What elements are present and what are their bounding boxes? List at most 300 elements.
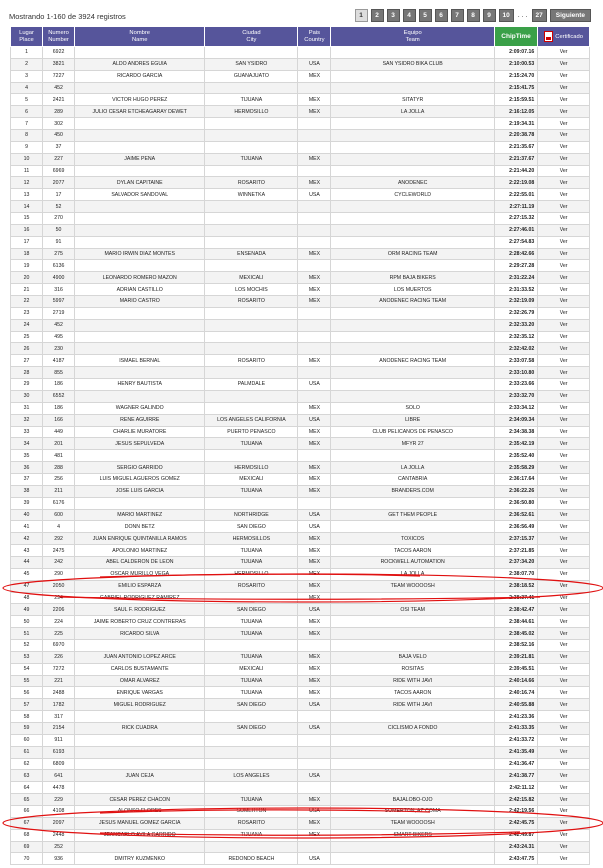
country-cell: MEX (298, 153, 331, 165)
certificate-link[interactable]: Ver (538, 675, 590, 687)
table-row (11, 806, 590, 818)
name-cell: JAIME PENA (75, 153, 205, 165)
certificate-link[interactable]: Ver (538, 130, 590, 142)
place-cell: 66 (11, 806, 43, 818)
city-cell: GUANAJUATO (205, 70, 298, 82)
table-row (11, 794, 590, 806)
number-cell: 6176 (43, 497, 75, 509)
table-row (11, 592, 590, 604)
table-row (11, 462, 590, 474)
table-row (11, 47, 590, 59)
city-cell: REDONDO BEACH (205, 853, 298, 865)
chiptime-cell: 2:32:26.79 (494, 307, 537, 319)
certificate-link[interactable]: Ver (538, 509, 590, 521)
name-cell: JAIME ROBERTO CRUZ CONTRERAS (75, 616, 205, 628)
certificate-link[interactable]: Ver (538, 70, 590, 82)
certificate-link[interactable]: Ver (538, 82, 590, 94)
place-cell: 7 (11, 118, 43, 130)
city-cell: HERMOSILLO (205, 106, 298, 118)
name-cell (75, 639, 205, 651)
place-cell: 64 (11, 782, 43, 794)
page-button-1[interactable]: 1 (355, 9, 368, 22)
certificate-link[interactable]: Ver (538, 47, 590, 59)
name-cell: JULIO CESAR ETCHEAGARAY DEWET (75, 106, 205, 118)
certificate-link[interactable]: Ver (538, 556, 590, 568)
certificate-link[interactable]: Ver (538, 592, 590, 604)
place-cell: 57 (11, 699, 43, 711)
page-button-last[interactable]: 27 (532, 9, 547, 22)
certificate-link[interactable]: Ver (538, 118, 590, 130)
number-cell: 495 (43, 331, 75, 343)
certificate-link[interactable]: Ver (538, 628, 590, 640)
certificate-link[interactable]: Ver (538, 414, 590, 426)
place-cell: 55 (11, 675, 43, 687)
certificate-link[interactable]: Ver (538, 367, 590, 379)
name-cell: JEANCARLO AVILA GARRIDO (75, 829, 205, 841)
certificate-link[interactable]: Ver (538, 841, 590, 853)
page-button-5[interactable]: 5 (419, 9, 432, 22)
table-row (11, 616, 590, 628)
col-team[interactable]: Equipo Team (331, 27, 494, 47)
number-cell: 5997 (43, 296, 75, 308)
place-cell: 4 (11, 82, 43, 94)
name-cell: SALVADOR SANDOVAL (75, 189, 205, 201)
table-row (11, 177, 590, 189)
place-cell: 21 (11, 284, 43, 296)
place-cell: 47 (11, 580, 43, 592)
country-cell: USA (298, 509, 331, 521)
country-cell (298, 236, 331, 248)
place-cell: 62 (11, 758, 43, 770)
certificate-link[interactable]: Ver (538, 307, 590, 319)
country-cell (298, 343, 331, 355)
certificate-link[interactable]: Ver (538, 141, 590, 153)
city-cell (205, 165, 298, 177)
country-cell: MEX (298, 675, 331, 687)
name-cell: DONN BETZ (75, 521, 205, 533)
country-cell: USA (298, 722, 331, 734)
name-cell: VICTOR HUGO PEREZ (75, 94, 205, 106)
chiptime-cell: 2:29:27.28 (494, 260, 537, 272)
table-row (11, 106, 590, 118)
country-cell (298, 639, 331, 651)
certificate-link[interactable]: Ver (538, 639, 590, 651)
table-row (11, 367, 590, 379)
place-cell: 59 (11, 722, 43, 734)
country-cell (298, 201, 331, 213)
certificate-link[interactable]: Ver (538, 153, 590, 165)
team-cell: ROCKWELL AUTOMATION (331, 556, 494, 568)
place-cell: 39 (11, 497, 43, 509)
place-cell: 68 (11, 829, 43, 841)
certificate-link[interactable]: Ver (538, 485, 590, 497)
country-cell: USA (298, 770, 331, 782)
name-cell (75, 47, 205, 59)
place-cell: 30 (11, 390, 43, 402)
name-cell (75, 390, 205, 402)
name-cell (75, 746, 205, 758)
page-button-3[interactable]: 3 (387, 9, 400, 22)
certificate-link[interactable]: Ver (538, 284, 590, 296)
certificate-link[interactable]: Ver (538, 224, 590, 236)
team-cell: ANODENEC (331, 177, 494, 189)
certificate-link[interactable]: Ver (538, 272, 590, 284)
chiptime-cell: 2:37:15.37 (494, 533, 537, 545)
city-cell: ROSARITO (205, 355, 298, 367)
chiptime-cell: 2:38:42.47 (494, 604, 537, 616)
certificate-link[interactable]: Ver (538, 616, 590, 628)
results-body (11, 47, 590, 865)
city-cell (205, 450, 298, 462)
city-cell: HERMOSILLO (205, 568, 298, 580)
certificate-link[interactable]: Ver (538, 758, 590, 770)
team-cell (331, 47, 494, 59)
table-row (11, 545, 590, 557)
page-button-4[interactable]: 4 (403, 9, 416, 22)
team-cell (331, 390, 494, 402)
certificate-link[interactable]: Ver (538, 722, 590, 734)
table-row (11, 556, 590, 568)
name-cell: ADRIAN CASTILLO (75, 284, 205, 296)
country-cell (298, 758, 331, 770)
number-cell: 4478 (43, 782, 75, 794)
team-cell (331, 497, 494, 509)
table-row (11, 450, 590, 462)
number-cell: 37 (43, 141, 75, 153)
table-row (11, 272, 590, 284)
certificate-link[interactable]: Ver (538, 734, 590, 746)
chiptime-cell: 2:31:33.52 (494, 284, 537, 296)
country-cell: MEX (298, 628, 331, 640)
country-cell: MEX (298, 580, 331, 592)
number-cell: 229 (43, 794, 75, 806)
place-cell: 50 (11, 616, 43, 628)
certificate-link[interactable]: Ver (538, 106, 590, 118)
next-page-button[interactable]: Siguiente (550, 9, 591, 22)
country-cell: USA (298, 58, 331, 70)
city-cell: TIJUANA (205, 829, 298, 841)
col-country[interactable]: Pais Country (298, 27, 331, 47)
certificate-link[interactable]: Ver (538, 236, 590, 248)
place-cell: 56 (11, 687, 43, 699)
number-cell: 4 (43, 521, 75, 533)
name-cell: CESAR PEREZ CHACON (75, 794, 205, 806)
number-cell: 17 (43, 189, 75, 201)
name-cell: GABRIEL RODRIGUEZ RAMIREZ (75, 592, 205, 604)
name-cell: EMILIO ESPARZA (75, 580, 205, 592)
city-cell: LOS ANGELES (205, 770, 298, 782)
place-cell: 6 (11, 106, 43, 118)
certificate-link[interactable]: Ver (538, 426, 590, 438)
team-cell: LA JOLLA (331, 462, 494, 474)
table-row (11, 568, 590, 580)
place-cell: 37 (11, 473, 43, 485)
table-row (11, 414, 590, 426)
certificate-link[interactable]: Ver (538, 331, 590, 343)
name-cell (75, 201, 205, 213)
certificate-link[interactable]: Ver (538, 390, 590, 402)
table-row (11, 248, 590, 260)
table-row (11, 343, 590, 355)
chiptime-cell: 2:33:32.70 (494, 390, 537, 402)
certificate-link[interactable]: Ver (538, 213, 590, 225)
country-cell: MEX (298, 106, 331, 118)
city-cell: TIJUANA (205, 616, 298, 628)
col-chiptime[interactable]: ChipTime (494, 27, 537, 47)
certificate-link[interactable]: Ver (538, 604, 590, 616)
number-cell: 2077 (43, 177, 75, 189)
chiptime-cell: 2:42:45.75 (494, 817, 537, 829)
number-cell: 481 (43, 450, 75, 462)
city-cell: TIJUANA (205, 556, 298, 568)
certificate-link[interactable]: Ver (538, 260, 590, 272)
team-cell: TOXICOS (331, 533, 494, 545)
table-row (11, 141, 590, 153)
city-cell: LOS MOCHIS (205, 284, 298, 296)
country-cell: MEX (298, 568, 331, 580)
number-cell: 2475 (43, 545, 75, 557)
chiptime-cell: 2:35:42.19 (494, 438, 537, 450)
number-cell: 4900 (43, 272, 75, 284)
certificate-link[interactable]: Ver (538, 296, 590, 308)
team-cell (331, 616, 494, 628)
name-cell: ENRIQUE VARGAS (75, 687, 205, 699)
number-cell: 294 (43, 592, 75, 604)
chiptime-cell: 2:36:52.61 (494, 509, 537, 521)
certificate-link[interactable]: Ver (538, 568, 590, 580)
page-button-9[interactable]: 9 (483, 9, 496, 22)
page-button-7[interactable]: 7 (451, 9, 464, 22)
table-row (11, 473, 590, 485)
certificate-link[interactable]: Ver (538, 545, 590, 557)
certificate-link[interactable]: Ver (538, 473, 590, 485)
number-cell: 6136 (43, 260, 75, 272)
table-row (11, 485, 590, 497)
number-cell: 230 (43, 343, 75, 355)
chiptime-cell: 2:38:37.41 (494, 592, 537, 604)
table-row (11, 260, 590, 272)
chiptime-cell: 2:41:33.35 (494, 722, 537, 734)
number-cell: 201 (43, 438, 75, 450)
city-cell: PUERTO PENASCO (205, 426, 298, 438)
place-cell: 69 (11, 841, 43, 853)
certificate-link[interactable]: Ver (538, 817, 590, 829)
team-cell (331, 82, 494, 94)
number-cell: 242 (43, 556, 75, 568)
certificate-link[interactable]: Ver (538, 806, 590, 818)
certificate-link[interactable]: Ver (538, 829, 590, 841)
name-cell (75, 213, 205, 225)
col-place[interactable]: Lugar Place (11, 27, 43, 47)
chiptime-cell: 2:34:09.34 (494, 414, 537, 426)
certificate-link[interactable]: Ver (538, 165, 590, 177)
name-cell: OSCAR MURILLO VEGA (75, 568, 205, 580)
certificate-link[interactable]: Ver (538, 189, 590, 201)
number-cell: 855 (43, 367, 75, 379)
number-cell: 452 (43, 82, 75, 94)
chiptime-cell: 2:32:33.20 (494, 319, 537, 331)
place-cell: 28 (11, 367, 43, 379)
number-cell: 316 (43, 284, 75, 296)
city-cell (205, 746, 298, 758)
chiptime-cell: 2:40:55.88 (494, 699, 537, 711)
chiptime-cell: 2:15:24.70 (494, 70, 537, 82)
pdf-icon (544, 31, 553, 42)
certificate-link[interactable]: Ver (538, 521, 590, 533)
certificate-link[interactable]: Ver (538, 746, 590, 758)
certificate-link[interactable]: Ver (538, 343, 590, 355)
table-row (11, 58, 590, 70)
country-cell (298, 841, 331, 853)
number-cell: 6809 (43, 758, 75, 770)
place-cell: 38 (11, 485, 43, 497)
certificate-link[interactable]: Ver (538, 201, 590, 213)
certificate-link[interactable]: Ver (538, 663, 590, 675)
city-cell (205, 343, 298, 355)
number-cell: 52 (43, 201, 75, 213)
certificate-link[interactable]: Ver (538, 450, 590, 462)
country-cell: MEX (298, 296, 331, 308)
team-cell (331, 141, 494, 153)
table-row (11, 70, 590, 82)
place-cell: 27 (11, 355, 43, 367)
city-cell (205, 224, 298, 236)
name-cell: DYLAN CAPITAINE (75, 177, 205, 189)
number-cell: 450 (43, 130, 75, 142)
place-cell: 2 (11, 58, 43, 70)
certificate-link[interactable]: Ver (538, 94, 590, 106)
table-row (11, 758, 590, 770)
team-cell (331, 165, 494, 177)
page-button-8[interactable]: 8 (467, 9, 480, 22)
certificate-link[interactable]: Ver (538, 58, 590, 70)
name-cell: ALDO ANDRES EGUIA (75, 58, 205, 70)
city-cell (205, 82, 298, 94)
number-cell: 6193 (43, 746, 75, 758)
certificate-link[interactable]: Ver (538, 782, 590, 794)
col-number[interactable]: Numero Number (43, 27, 75, 47)
certificate-link[interactable]: Ver (538, 699, 590, 711)
place-cell: 65 (11, 794, 43, 806)
records-count: Mostrando 1-160 de 3924 registros (9, 12, 126, 21)
place-cell: 10 (11, 153, 43, 165)
city-cell (205, 841, 298, 853)
team-cell: ANODENEC RACING TEAM (331, 296, 494, 308)
certificate-link[interactable]: Ver (538, 770, 590, 782)
certificate-link[interactable]: Ver (538, 355, 590, 367)
certificate-link[interactable]: Ver (538, 711, 590, 723)
number-cell: 452 (43, 319, 75, 331)
certificate-link[interactable]: Ver (538, 794, 590, 806)
table-row (11, 379, 590, 391)
country-cell: MEX (298, 438, 331, 450)
team-cell: BAJA VELO (331, 651, 494, 663)
certificate-link[interactable]: Ver (538, 177, 590, 189)
table-row (11, 533, 590, 545)
certificate-link[interactable]: Ver (538, 462, 590, 474)
number-cell: 6922 (43, 47, 75, 59)
certificate-link[interactable]: Ver (538, 687, 590, 699)
name-cell (75, 307, 205, 319)
team-cell: SITATYR (331, 94, 494, 106)
results-table (10, 26, 590, 865)
chiptime-cell: 2:41:38.77 (494, 770, 537, 782)
page-button-10[interactable]: 10 (499, 9, 514, 22)
team-cell: RIDE WITH JAVI (331, 675, 494, 687)
certificate-link[interactable]: Ver (538, 580, 590, 592)
country-cell: MEX (298, 462, 331, 474)
country-cell: USA (298, 414, 331, 426)
chiptime-cell: 2:35:52.40 (494, 450, 537, 462)
name-cell: ALONSO FLORES (75, 806, 205, 818)
place-cell: 3 (11, 70, 43, 82)
col-city[interactable]: Ciudad City (205, 27, 298, 47)
name-cell (75, 367, 205, 379)
table-row (11, 817, 590, 829)
certificate-link[interactable]: Ver (538, 853, 590, 865)
team-cell: BAJALOBO-OJO (331, 794, 494, 806)
country-cell: MEX (298, 592, 331, 604)
certificate-link[interactable]: Ver (538, 651, 590, 663)
number-cell: 256 (43, 473, 75, 485)
table-row (11, 94, 590, 106)
table-row (11, 675, 590, 687)
table-row (11, 782, 590, 794)
city-cell (205, 497, 298, 509)
country-cell: MEX (298, 355, 331, 367)
col-name[interactable]: Nombre Name (75, 27, 205, 47)
name-cell (75, 343, 205, 355)
certificate-link[interactable]: Ver (538, 497, 590, 509)
certificate-link[interactable]: Ver (538, 438, 590, 450)
certificate-link[interactable]: Ver (538, 319, 590, 331)
team-cell (331, 841, 494, 853)
place-cell: 52 (11, 639, 43, 651)
number-cell: 2448 (43, 829, 75, 841)
table-row (11, 307, 590, 319)
team-cell: LIBRE (331, 414, 494, 426)
team-cell (331, 319, 494, 331)
country-cell: MEX (298, 829, 331, 841)
chiptime-cell: 2:32:19.09 (494, 296, 537, 308)
country-cell: MEX (298, 556, 331, 568)
page-button-2[interactable]: 2 (371, 9, 384, 22)
name-cell: JESUS SEPULVEDA (75, 438, 205, 450)
name-cell (75, 711, 205, 723)
city-cell (205, 130, 298, 142)
chiptime-cell: 2:42:11.12 (494, 782, 537, 794)
country-cell (298, 319, 331, 331)
chiptime-cell: 2:33:34.12 (494, 402, 537, 414)
place-cell: 18 (11, 248, 43, 260)
certificate-link[interactable]: Ver (538, 248, 590, 260)
certificate-link[interactable]: Ver (538, 402, 590, 414)
page-button-6[interactable]: 6 (435, 9, 448, 22)
team-cell: LA JOLLA (331, 568, 494, 580)
chiptime-cell: 2:34:38.38 (494, 426, 537, 438)
table-row (11, 770, 590, 782)
certificate-link[interactable]: Ver (538, 533, 590, 545)
certificate-link[interactable]: Ver (538, 379, 590, 391)
team-cell (331, 331, 494, 343)
city-cell (205, 331, 298, 343)
number-cell: 2206 (43, 604, 75, 616)
table-row (11, 687, 590, 699)
chiptime-cell: 2:41:23.36 (494, 711, 537, 723)
country-cell (298, 497, 331, 509)
team-cell: TACOS AARON (331, 687, 494, 699)
team-cell (331, 592, 494, 604)
